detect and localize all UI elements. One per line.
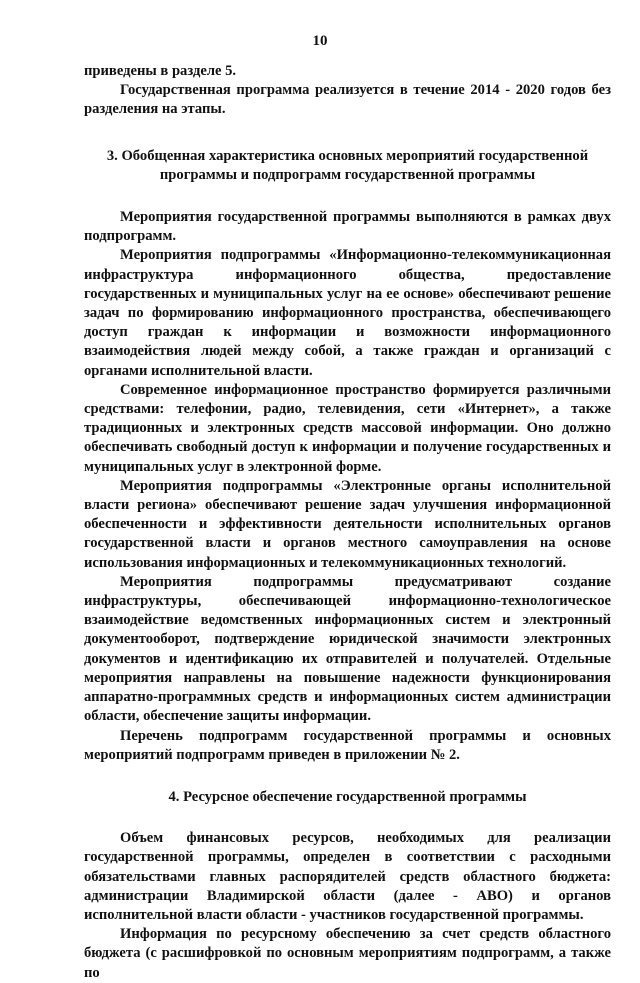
section-3-heading: 3. Обобщенная характеристика основных мероприятий государственной программы и подпрограмм государственной программы — [106, 147, 589, 183]
paragraph: Мероприятия подпрограммы «Информационно-телекоммуникационная инфраструктура информационного общества, предоставление государственных и муниципальных услуг на ее основе» обеспечивают решение задач по формированию информационного пространства, обеспечивающего доступ граждан к информации и возможности информационного взаимодействия людей между собой, а также граждан и организаций с органами исполнительной власти. — [84, 247, 611, 379]
paragraph: Информация по ресурсному обеспечению за счет средств областного бюджета (с расшифровкой по основным мероприятиям подпрограмм, а также по — [84, 926, 611, 981]
paragraph: Государственная программа реализуется в течение 2014 - 2020 годов без разделения на этапы. — [84, 82, 611, 118]
paragraph: Объем финансовых ресурсов, необходимых для реализации государственной программы, определен в соответствии с расходными обязательствами главных распорядителей средств областного бюджета: администрации Владимирской области (далее - АВО) и органов исполнительной власти области - участников государственной программы. — [84, 830, 611, 923]
section-4-heading: 4. Ресурсное обеспечение государственной программы — [168, 788, 527, 805]
paragraph: Современное информационное пространство формируется различными средствами: телефонии, радио, телевидения, сети «Интернет», а также традиционных и электронных средств массовой информации. Оно должно обеспечивать свободный доступ к информации и получение государственных и муниципальных услуг в электронной форме. — [84, 381, 611, 475]
paragraph: Мероприятия подпрограммы «Электронные органы исполнительной власти региона» обеспечивают решение задач улучшения информационной обеспеченности и эффективности деятельности исполнительных органов государственной власти и органов местного самоуправления на основе использования информационных и телекоммуникационных технологий. — [84, 477, 611, 571]
document-body — [84, 62, 611, 983]
paragraph: приведены в разделе 5. — [84, 63, 237, 79]
page-number: 10 — [312, 33, 328, 49]
paragraph: Мероприятия государственной программы выполняются в рамках двух подпрограмм. — [84, 209, 611, 245]
paragraph: Мероприятия подпрограммы предусматривают создание инфраструктуры, обеспечивающей информационно-технологическое взаимодействие ведомственных информационных систем и электронный документооборот, подтверждение юридической значимости электронных документов и идентификацию их отправителей и получателей. Отдельные мероприятия направлены на повышение надежности функционирования аппаратно-программных средств и информационных систем администрации области, обеспечение защиты информации. — [84, 573, 611, 725]
paragraph: Перечень подпрограмм государственной программы и основных мероприятий подпрограмм приведен в приложении № 2. — [84, 727, 611, 763]
